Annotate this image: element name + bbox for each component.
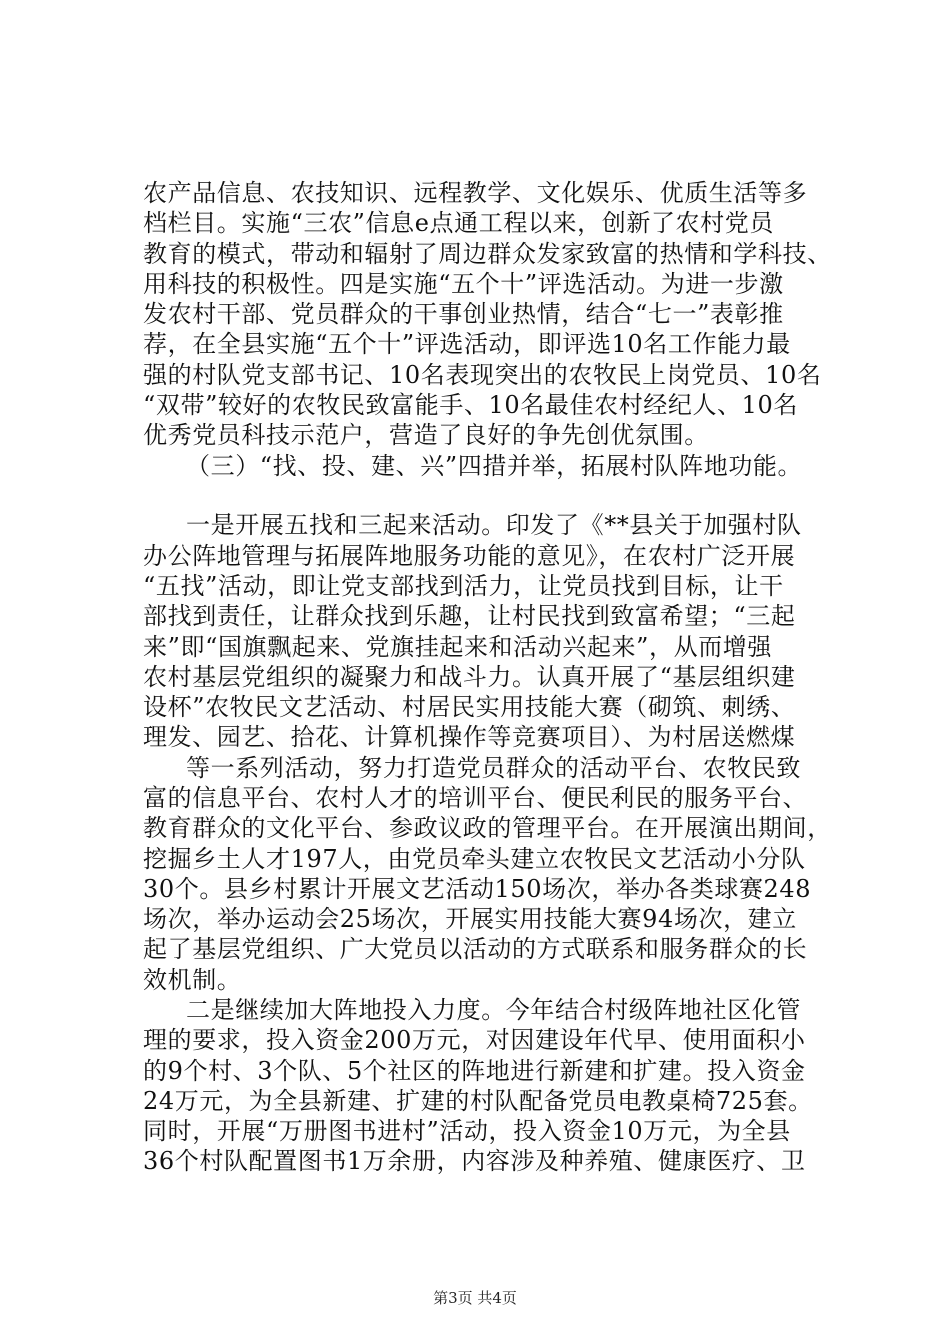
text-line: 起了基层党组织、广大党员以活动的方式联系和服务群众的长 <box>143 935 808 963</box>
text-line: 一是开展五找和三起来活动。印发了《**县关于加强村队 <box>186 511 802 539</box>
text-line: 农产品信息、农技知识、远程教学、文化娱乐、优质生活等多 <box>143 179 808 207</box>
text-line: 理的要求，投入资金200万元，对因建设年代早、使用面积小 <box>143 1026 806 1054</box>
text-line: 富的信息平台、农村人才的培训平台、便民利民的服务平台、 <box>143 784 808 812</box>
text-line: 同时，开展“万册图书进村”活动，投入资金10万元，为全县 <box>143 1117 791 1145</box>
text-line: 设杯”农牧民文艺活动、村居民实用技能大赛（砌筑、刺绣、 <box>143 693 796 721</box>
text-line: “双带”较好的农牧民致富能手、10名最佳农村经纪人、10名 <box>143 391 799 419</box>
text-line: 优秀党员科技示范户，营造了良好的争先创优氛围。 <box>143 421 709 449</box>
text-line: 30个。县乡村累计开展文艺活动150场次，举办各类球赛248 <box>143 875 812 903</box>
text-line: 办公阵地管理与拓展阵地服务功能的意见》，在农村广泛开展 <box>143 542 796 570</box>
text-line: 强的村队党支部书记、10名表现突出的农牧民上岗党员、10名 <box>143 361 822 389</box>
text-line: 部找到责任，让群众找到乐趣，让村民找到致富希望；“三起 <box>143 602 796 630</box>
text-line: 教育群众的文化平台、参政议政的管理平台。在开展演出期间， <box>143 814 832 842</box>
text-line: 来”即“国旗飘起来、党旗挂起来和活动兴起来”，从而增强 <box>143 633 773 661</box>
text-line: 农村基层党组织的凝聚力和战斗力。认真开展了“基层组织建 <box>143 663 796 691</box>
text-line: 教育的模式，带动和辐射了周边群众发家致富的热情和学科技、 <box>143 240 832 268</box>
text-line: 荐，在全县实施“五个十”评选活动，即评选10名工作能力最 <box>143 330 791 358</box>
text-line: 挖掘乡土人才197人，由党员牵头建立农牧民文艺活动小分队 <box>143 845 806 873</box>
text-line: 用科技的积极性。四是实施“五个十”评选活动。为进一步激 <box>143 270 784 298</box>
text-line: 的9个村、3个队、5个社区的阵地进行新建和扩建。投入资金 <box>143 1057 806 1085</box>
text-line: “五找”活动，即让党支部找到活力，让党员找到目标，让干 <box>143 572 784 600</box>
page-footer: 第3页 共4页 <box>433 1289 517 1307</box>
text-line: 档栏目。实施“三农”信息e点通工程以来，创新了农村党员 <box>143 209 774 237</box>
text-line: 理发、园艺、拾花、计算机操作等竞赛项目）、为村居送燃煤 <box>143 723 796 751</box>
text-line: 36个村队配置图书1万余册，内容涉及种养殖、健康医疗、卫 <box>143 1147 806 1175</box>
text-line: 24万元，为全县新建、扩建的村队配备党员电教桌椅725套。 <box>143 1087 813 1115</box>
text-line: 等一系列活动，努力打造党员群众的活动平台、农牧民致 <box>186 754 801 782</box>
section-heading: （三）“找、投、建、兴”四措并举，拓展村队阵地功能。 <box>186 452 803 480</box>
text-line: 二是继续加大阵地投入力度。今年结合村级阵地社区化管 <box>186 996 801 1024</box>
text-line: 场次，举办运动会25场次，开展实用技能大赛94场次，建立 <box>143 905 797 933</box>
text-line: 效机制。 <box>143 966 242 994</box>
text-line: 发农村干部、党员群众的干事创业热情，结合“七一”表彰推 <box>143 300 784 328</box>
